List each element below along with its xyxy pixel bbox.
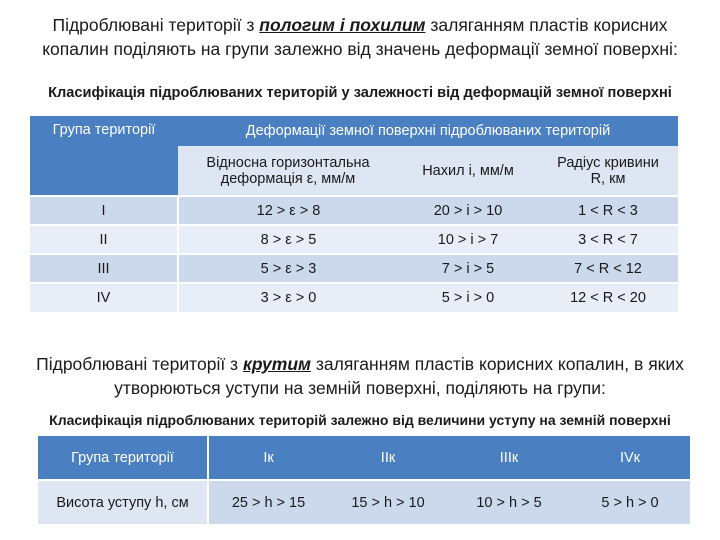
table-1-caption: Класифікація підроблюваних територій у залежності від деформацій земної поверхні (48, 85, 672, 101)
step-value-cell: 10 > h > 5 (448, 480, 570, 524)
intro-1-line-2: копалин поділяють на групи залежно від значень деформації земної поверхні: (42, 39, 678, 59)
intro-2-text-a: Підроблювані території з (36, 354, 243, 374)
radius-cell: 3 < R < 7 (538, 225, 678, 254)
deformation-table (30, 116, 678, 312)
group-cell: II (30, 225, 178, 254)
table-row (30, 196, 678, 225)
intro-2-emphasis: крутим (242, 354, 311, 374)
radius-cell: 7 < R < 12 (538, 254, 678, 283)
group-ik-header: Ік (263, 449, 274, 466)
deformation-header: Деформації земної поверхні підроблюваних територій (178, 116, 678, 146)
step-height-label: Висота уступу h, см (38, 480, 208, 524)
tilt-cell: 20 > i > 10 (398, 196, 538, 225)
table-row (38, 480, 690, 524)
table-2-caption: Класифікація підроблюваних територій залежно від величини уступу на земній поверхні (49, 412, 671, 428)
step-value-cell: 25 > h > 15 (208, 480, 328, 524)
intro-text-2 (0, 352, 720, 400)
tilt-cell: 5 > i > 0 (398, 283, 538, 312)
tilt-cell: 7 > i > 5 (398, 254, 538, 283)
strain-cell: 12 > ε > 8 (178, 196, 398, 225)
radius-cell: 12 < R < 20 (538, 283, 678, 312)
table-row (30, 283, 678, 312)
step-table (38, 436, 690, 524)
table-row (30, 254, 678, 283)
step-group-header: Група території (38, 436, 208, 480)
tilt-header: Нахил i, мм/м (422, 162, 514, 179)
group-header: Група території (30, 116, 178, 196)
intro-1-text-b: заляганням пластів корисних (425, 15, 668, 35)
radius-cell: 1 < R < 3 (538, 196, 678, 225)
intro-1-text-a: Підроблювані території з (52, 15, 260, 35)
group-iik-header: ІІк (380, 449, 396, 466)
strain-cell: 3 > ε > 0 (178, 283, 398, 312)
group-cell: I (30, 196, 178, 225)
intro-text-1 (0, 13, 720, 61)
intro-1-emphasis: пологим і похилим (259, 15, 426, 35)
tilt-cell: 10 > i > 7 (398, 225, 538, 254)
intro-1-line-1 (0, 13, 720, 37)
step-value-cell: 15 > h > 10 (328, 480, 448, 524)
intro-2-text-b: заляганням пластів корисних копалин, в яких (311, 354, 684, 374)
step-value-cell: 5 > h > 0 (570, 480, 690, 524)
intro-2-line-2: утворюються уступи на земній поверхні, поділяють на групи: (114, 378, 606, 398)
group-cell: III (30, 254, 178, 283)
table-row (30, 225, 678, 254)
strain-cell: 8 > ε > 5 (178, 225, 398, 254)
group-ivk-header: ІVк (619, 449, 641, 466)
strain-cell: 5 > ε > 3 (178, 254, 398, 283)
group-cell: IV (30, 283, 178, 312)
intro-2-line-1 (0, 352, 720, 376)
group-iiik-header: ІІІк (499, 449, 519, 466)
radius-header: Радіус кривини R, км (557, 154, 659, 187)
strain-header: Відносна горизонтальна деформація ε, мм/м (206, 154, 370, 187)
